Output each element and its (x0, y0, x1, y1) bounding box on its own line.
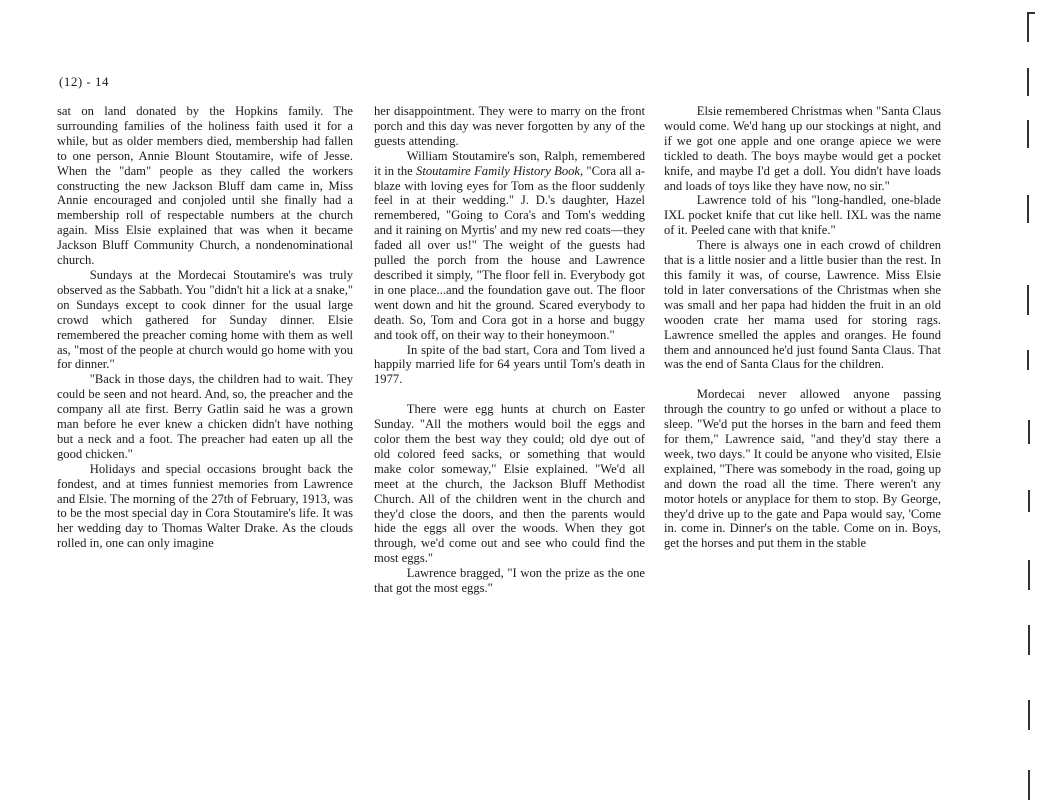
paragraph (374, 149, 645, 343)
text-column-middle (374, 104, 645, 596)
binding-mark (1027, 195, 1029, 223)
paragraph: Lawrence told of his "long-handled, one-blade IXL pocket knife that cut like hell. IXL was the name of it. Peeled cane with that knife." (664, 193, 941, 238)
paragraph: Mordecai never allowed anyone passing through the country to go unfed or without a place to sleep. "We'd put the horses in the barn and feed them for them," Lawrence said, "and they'd stay there a week, two days." It could be anyone who visited, Elsie explained, "There was somebody in the road, going up and down the road all the time. There weren't any motor hotels or anyplace for them to stop. By George, they'd drive up to the gate and Papa would say, 'Come in. come in. Dinner's on the table. Come on in. Boys, get the horses and put them in the stable (664, 387, 941, 551)
binding-bracket (1027, 12, 1035, 42)
paragraph: Lawrence bragged, "I won the prize as the one that got the most eggs." (374, 566, 645, 596)
paragraph: Holidays and special occasions brought back the fondest, and at times funniest memories from Lawrence and Elsie. The morning of the 27th of February, 1913, was to be the most special day in Cora Stoutamire's life. It was her wedding day to Thomas Walter Drake. As the clouds rolled in, one can only imagine (57, 461, 353, 551)
page-number: (12) - 14 (59, 74, 109, 89)
paragraph-text: "Cora all a-blaze with loving eyes for Tom as the floor suddenly feel in at their wedding." J. D.'s daughter, Hazel remembered, "Going to Cora's and Tom's wedding and it raining on Myrtis' and my new red coats—they faded all over us!" The weight of the guests had pulled the porch from the house and Lawrence described it simply, "The floor fell in. Everybody got in one place...and the foundation gave out. The floor went down and hit the ground. Scared everybody to death. So, Tom and Cora got in a horse and buggy and took off, on their way to their honeymoon." (374, 163, 645, 342)
paragraph: her disappointment. They were to marry on the front porch and this day was never forgotten by any of the guests attending. (374, 104, 645, 148)
text-column-right (664, 104, 941, 551)
paragraph: In spite of the bad start, Cora and Tom lived a happily married life for 64 years until Tom's death in 1977. (374, 342, 645, 387)
binding-mark (1027, 120, 1029, 148)
binding-mark (1028, 700, 1030, 730)
paragraph: There were egg hunts at church on Easter Sunday. "All the mothers would boil the eggs and color them the best way they could; old dye out of old colored feed sacks, or something that would make color someway," Elsie explained. "We'd all meet at the church, the Jackson Bluff Methodist Church. All of the children went in the church and they'd close the doors, and then the parents would hide the eggs all over the woods. When they got through, we'd come out and see who could find the most eggs." (374, 402, 645, 566)
paragraph: Elsie remembered Christmas when "Santa Claus would come. We'd hang up our stockings at night, and if we got one apple and one orange apiece we were tickled to death. The boys maybe would get a pocket knife, and maybe I'd get a doll. You didn't have loads and loads of toys like they have now, no sir." (664, 104, 941, 193)
book-title: Stoutamire Family History Book, (416, 163, 584, 178)
text-column-left (57, 104, 353, 551)
paragraph: sat on land donated by the Hopkins family. The surrounding families of the holiness faith used it for a while, but as older members died, membership had fallen to one person, Annie Blount Stoutamire, wife of Jesse. When the "dam" people as they called the workers constructing the new Jackson Bluff dam came in, Miss Annie encouraged and conjoled until she finally had a membership roll of respectable numbers at the church again. Miss Elsie explained that was when it became Jackson Bluff Community Church, a nondenominational church. (57, 104, 353, 268)
binding-mark (1028, 560, 1030, 590)
binding-mark (1027, 350, 1029, 370)
paragraph: "Back in those days, the children had to wait. They could be seen and not heard. And, so, the preacher and the company all ate first. Berry Gatlin said he was a grown man before he ever knew a chicken didn't have nothing but a neck and a foot. The preacher had eaten up all the good chicken." (57, 372, 353, 461)
binding-mark (1028, 770, 1030, 800)
binding-mark (1028, 625, 1030, 655)
paragraph-text: William Stoutamire's son, Ralph, remembered it in the (374, 148, 645, 178)
binding-mark (1027, 68, 1029, 96)
binding-mark (1028, 420, 1030, 444)
binding-mark (1028, 490, 1030, 512)
binding-mark (1027, 285, 1029, 315)
paragraph: Sundays at the Mordecai Stoutamire's was truly observed as the Sabbath. You "didn't hit a lick at a snake," on Sundays except to cook dinner for the usual large crowd which gathered for Sunday dinner. Elsie remembered the preacher coming home with them as well as, "most of the people at church would go home with you for dinner." (57, 267, 353, 372)
paragraph: There is always one in each crowd of children that is a little nosier and a little busier than the rest. In this family it was, of course, Lawrence. Miss Elsie told in later conversations of the Christmas when she was small and her papa had hidden the fruit in an old wooden crate her mama used for storing rags. Lawrence smelled the apples and oranges. He found them and announced he'd just found Santa Claus. That was the end of Santa Claus for the children. (664, 238, 941, 372)
